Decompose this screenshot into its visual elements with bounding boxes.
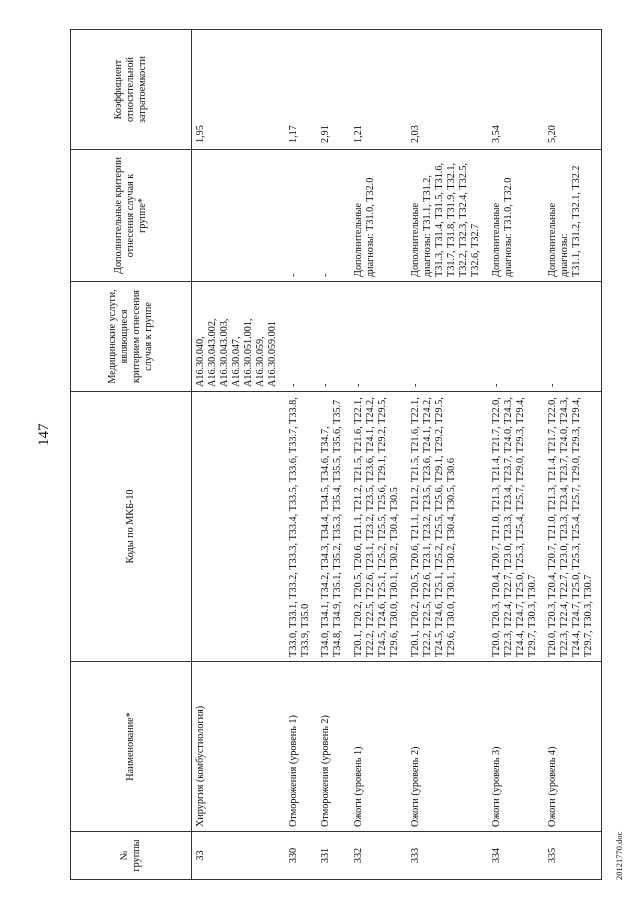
cell-name: Отморожения (уровень 2) [317, 662, 350, 832]
cell-line: - [410, 383, 422, 387]
cell-line: диагнозы: Т31.0, Т32.0 [365, 177, 377, 277]
cell-line: - [287, 383, 299, 387]
cell-additional-criteria [285, 150, 318, 282]
cell-name: Ожоги (уровень 3) [488, 662, 545, 832]
cell-medical-services [192, 282, 285, 392]
cell-group-number: 332 [350, 832, 407, 880]
table-row [350, 30, 407, 880]
cell-group-number: 334 [488, 832, 545, 880]
table-row [407, 30, 488, 880]
table-row [317, 30, 350, 880]
cell-additional-criteria [544, 150, 601, 282]
cell-line: А16.30.040, [195, 336, 206, 387]
cell-line: Т22.3, Т22.4, Т22.7, Т23.0, Т23.3, Т23.4, Т23.7, Т24.0, Т24.3, [559, 397, 571, 657]
table-row [544, 30, 601, 880]
cell-icd-codes [317, 392, 350, 662]
cell-medical-services [407, 282, 488, 392]
cell-cost-coefficient: 1,21 [350, 30, 407, 150]
cell-medical-services [317, 282, 350, 392]
cell-line: - [320, 383, 332, 387]
cell-line: Дополнительные [353, 203, 365, 277]
header-medical-services: Медицинские услуги, являющиеся критерием отнесения случая к группе [71, 282, 192, 392]
cell-icd-codes [192, 392, 285, 662]
file-name-footer: 20121770.doc [614, 831, 624, 880]
cell-icd-codes [350, 392, 407, 662]
cell-line: Т20.1, Т20.2, Т20.5, Т20.6, Т21.1, Т21.2, Т21.5, Т21.6, Т22.1, [353, 397, 365, 657]
cell-cost-coefficient: 5,20 [544, 30, 601, 150]
table-row [488, 30, 545, 880]
cell-line: Дополнительные [490, 203, 502, 277]
cell-name: Хирургия (комбустиология) [192, 662, 285, 832]
cell-name: Ожоги (уровень 1) [350, 662, 407, 832]
cell-cost-coefficient: 3,54 [488, 30, 545, 150]
cell-line: Т22.2, Т22.5, Т22.6, Т23.1, Т23.2, Т23.5, Т23.6, Т24.1, Т24.2, [422, 397, 433, 657]
cell-additional-criteria [488, 150, 545, 282]
cell-name: Ожоги (уровень 2) [407, 662, 488, 832]
cell-line: диагнозы: Т31.0, Т32.0 [502, 177, 514, 277]
cell-line: А16.30.051.001, [242, 318, 254, 387]
header-group-number: № группы [71, 832, 192, 880]
cell-name: Отморожения (уровень 1) [285, 662, 318, 832]
cell-line: Дополнительные [547, 203, 559, 277]
table-header [71, 30, 192, 880]
cell-line: А16.30.043.002, [206, 318, 218, 387]
cell-line: А16.30.043.003, [218, 318, 230, 387]
cell-line: Т31.3, Т31.4, Т31.5, Т31.6, [433, 162, 445, 277]
cell-additional-criteria [350, 150, 407, 282]
cell-line: Т29.7, Т30.3, Т30.7 [583, 574, 595, 657]
cell-icd-codes [407, 392, 488, 662]
header-additional-criteria: Дополнительные критерии отнесения случая к группе* [71, 150, 192, 282]
cell-cost-coefficient: 2,91 [317, 30, 350, 150]
cell-medical-services [350, 282, 407, 392]
cell-cost-coefficient: 2,03 [407, 30, 488, 150]
ksg-table [70, 29, 602, 880]
cell-group-number: 335 [544, 832, 601, 880]
cell-line: Т34.8, Т34.9, Т35.1, Т35.2, Т35.3, Т35.4, Т35.5, Т35.6, Т35.7 [332, 399, 344, 657]
cell-line: Т31.7, Т31.8, Т31.9, Т32.1, [445, 162, 457, 277]
cell-group-number: 330 [285, 832, 318, 880]
cell-line: Т20.0, Т20.3, Т20.4, Т20.7, Т21.0, Т21.3, Т21.4, Т21.7, Т22.0, [547, 397, 559, 657]
cell-line: Дополнительные [410, 203, 422, 277]
table-body [192, 30, 602, 880]
cell-medical-services [488, 282, 545, 392]
cell-line: Т20.1, Т20.2, Т20.5, Т20.6, Т21.1, Т21.2, Т21.5, Т21.6, Т22.1, [410, 397, 422, 657]
cell-medical-services [544, 282, 601, 392]
cell-line: Т20.0, Т20.3, Т20.4, Т20.7, Т21.0, Т21.3, Т21.4, Т21.7, Т22.0, [490, 397, 502, 657]
cell-line: Т24.4, Т24.7, Т25.0, Т25.3, Т25.4, Т25.7, Т29.0, Т29.3, Т29.4, [514, 397, 526, 657]
cell-line: А16.30.059, [254, 336, 266, 387]
cell-line: А16.30.047, [230, 336, 242, 387]
cell-additional-criteria [317, 150, 350, 282]
header-cost-coefficient: Коэффициент относительной затратоемкости [71, 30, 192, 150]
cell-line: - [547, 383, 559, 387]
cell-icd-codes [544, 392, 601, 662]
cell-name: Ожоги (уровень 4) [544, 662, 601, 832]
cell-line: Т24.4, Т24.7, Т25.0, Т25.3, Т25.4, Т25.7, Т29.0, Т29.3, Т29.4, [571, 397, 583, 657]
cell-cost-coefficient: 1,95 [192, 30, 285, 150]
cell-group-number: 333 [407, 832, 488, 880]
cell-line: Т32.6, Т32.7 [469, 223, 481, 277]
cell-line: диагнозы: [559, 233, 571, 277]
cell-additional-criteria [192, 150, 285, 282]
cell-medical-services [285, 282, 318, 392]
cell-line: А16.30.059.001 [266, 321, 278, 387]
cell-line: Т24.5, Т24.6, Т25.1, Т25.2, Т25.5, Т25.6, Т29.1, Т29.2, Т29.5, [433, 397, 445, 657]
cell-line: - [353, 383, 365, 387]
cell-line: - [320, 273, 332, 277]
cell-cost-coefficient: 1,17 [285, 30, 318, 150]
cell-line: - [287, 273, 299, 277]
header-icd-codes: Коды по МКБ-10 [71, 392, 192, 662]
cell-line: Т22.2, Т22.5, Т22.6, Т23.1, Т23.2, Т23.5, Т23.6, Т24.1, Т24.2, [365, 397, 377, 657]
cell-line: Т29.6, Т30.0, Т30.1, Т30.2, Т30.4, Т30.5, Т30.6 [445, 458, 457, 657]
cell-line: Т33.9, Т35.0 [299, 603, 311, 657]
table-row [192, 30, 285, 880]
cell-icd-codes [285, 392, 318, 662]
cell-line: Т22.3, Т22.4, Т22.7, Т23.0, Т23.3, Т23.4, Т23.7, Т24.0, Т24.3, [502, 397, 514, 657]
cell-group-number: 331 [317, 832, 350, 880]
cell-additional-criteria [407, 150, 488, 282]
cell-line: диагнозы: Т31.1, Т31.2, [422, 175, 433, 277]
table-row [285, 30, 318, 880]
cell-line: Т29.6, Т30.0, Т30.1, Т30.2, Т30.4, Т30.5 [389, 487, 401, 657]
tariff-table-sheet [70, 30, 630, 880]
cell-group-number: 33 [192, 832, 285, 880]
page-number: 147 [36, 423, 52, 446]
cell-line: Т24.5, Т24.6, Т25.1, Т25.2, Т25.5, Т25.6, Т29.1, Т29.2, Т29.5, [377, 397, 389, 657]
cell-line: Т29.7, Т30.3, Т30.7 [526, 574, 538, 657]
header-name: Наименование* [71, 662, 192, 832]
cell-line: Т33.0, Т33.1, Т33.2, Т33.3, Т33.4, Т33.5, Т33.6, Т33.7, Т33.8, [287, 397, 299, 657]
cell-line: Т34.0, Т34.1, Т34.2, Т34.3, Т34.4, Т34.5, Т34.6, Т34.7, [320, 426, 332, 657]
cell-line: - [490, 383, 502, 387]
cell-line: Т32.2, Т32.3, Т32.4, Т32.5, [457, 162, 469, 277]
cell-icd-codes [488, 392, 545, 662]
cell-line: Т31.1, Т31.2, Т32.1, Т32.2 [571, 165, 583, 277]
